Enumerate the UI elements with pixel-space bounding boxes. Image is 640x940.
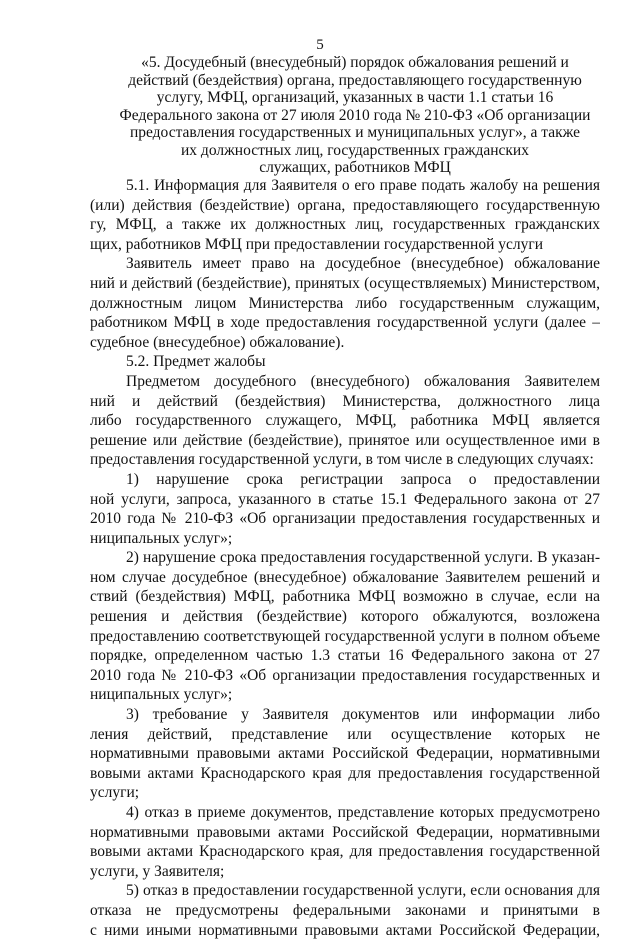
text-line: предоставлению соответствующей государственной услуги в полном объеме [90, 627, 600, 645]
text-line: 2010 года № 210-ФЗ «Об организации предоставления государственных и [90, 666, 600, 684]
text-line: услуги, у Заявителя; [90, 862, 225, 880]
text-line: вовыми актами Краснодарского края, для предоставления государственной [90, 843, 600, 861]
text-line: решения и действия (бездействие) которого обжалуются, возложена [90, 608, 600, 626]
text-line: 1) нарушение срока регистрации запроса о предоставлении [126, 470, 600, 488]
text-line: 2) нарушение срока предоставления государственной услуги. В указан- [126, 549, 600, 567]
text-line: с ними иными нормативными правовыми актами Российской Федерации, [90, 921, 600, 939]
text-line: услуги; [90, 784, 140, 802]
text-line: ствий (бездействия) МФЦ, работника МФЦ возможно в случае, если на [90, 588, 600, 606]
text-line: должностным лицом Министерства либо государственным служащим, [90, 294, 600, 312]
heading-line: «5. Досудебный (внесудебный) порядок обжалования решений и [141, 54, 569, 71]
text-line: нормативными правовыми актами Российской Федерации, нормативными [90, 745, 600, 763]
heading-line: предоставления государственных и муниципальных услуг», а также [129, 124, 581, 141]
text-line: ний и действий (бездействия) Министерства, должностного лица [90, 392, 600, 410]
document-body [90, 176, 600, 940]
text-line: Предметом досудебного (внесудебного) обжалования Заявителем [126, 372, 600, 390]
text-line: 2010 года № 210-ФЗ «Об организации предоставления государственных и [90, 510, 600, 528]
page-number: 5 [316, 37, 324, 53]
text-line: ниципальных услуг»; [90, 529, 233, 547]
text-line: вовыми актами Краснодарского края для предоставления государственной [90, 764, 600, 782]
heading-line: Федерального закона от 27 июля 2010 года № 210-ФЗ «Об организации [119, 106, 591, 124]
text-line: отказа не предусмотрены федеральными законами и принятыми в [90, 901, 600, 919]
text-line: судебное (внесудебное) обжалование). [90, 333, 345, 351]
text-line: 5.1. Информация для Заявителя о его праве подать жалобу на решения [126, 177, 600, 194]
text-line: Заявитель имеет право на досудебное (внесудебное) обжалование [126, 255, 600, 273]
text-line: нормативными правовыми актами Российской Федерации, нормативными [90, 823, 600, 841]
heading-line: их должностных лиц, государственных гражданских [181, 141, 529, 159]
text-line: ниципальных услуг»; [90, 686, 233, 704]
text-line: ления действий, представление или осуществление которых не [90, 725, 600, 743]
section-heading [118, 54, 592, 177]
text-line: (или) действия (бездействие) органа, предоставляющего государственную [90, 196, 600, 214]
text-line: ной услуги, запроса, указанного в статье 15.1 Федерального закона от 27 [90, 490, 600, 508]
text-line: 3) требование у Заявителя документов или информации либо [126, 706, 600, 724]
text-line: ном случае досудебное (внесудебное) обжалование Заявителем решений и [90, 568, 600, 586]
text-line: 5.2. Предмет жалобы [126, 353, 266, 371]
text-line: либо государственного служащего, МФЦ, работника МФЦ является [90, 412, 600, 430]
text-line: порядке, определенном частью 1.3 статьи 16 Федерального закона от 27 [90, 647, 600, 665]
text-line: решение или действие (бездействие), принятое или осуществленное ими в [90, 431, 600, 449]
text-line: предоставления государственной услуги, в том числе в следующих случаях: [90, 451, 594, 469]
text-line: гу, МФЦ, а также их должностных лиц, государственных гражданских [90, 216, 600, 234]
heading-line: действий (бездействия) органа, предоставляющего государственную [128, 71, 582, 89]
heading-line: служащих, работников МФЦ [259, 159, 451, 176]
heading-line: услугу, МФЦ, организаций, указанных в части 1.1 статьи 16 [156, 89, 554, 106]
text-line: работником МФЦ в ходе предоставления государственной услуги (далее – [90, 314, 600, 332]
text-line: ний и действий (бездействие), принятых (осуществляемых) Министерством, [90, 274, 600, 292]
text-line: 5) отказ в предоставлении государственной услуги, если основания для [126, 882, 600, 900]
text-line: щих, работников МФЦ при предоставлении государственной услуги [90, 235, 544, 253]
text-line: 4) отказ в приеме документов, представление которых предусмотрено [126, 804, 600, 821]
